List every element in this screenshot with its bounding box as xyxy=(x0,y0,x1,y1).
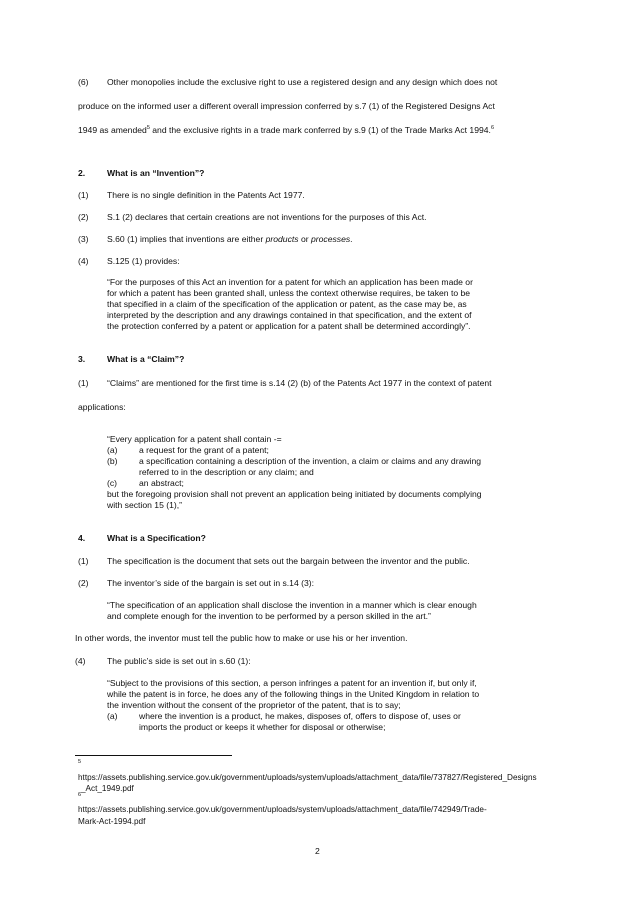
section-heading: What is an “Invention”? xyxy=(107,168,205,178)
list-label: (c) xyxy=(107,478,118,488)
paragraph-text: The inventor’s side of the bargain is set out in s.14 (3): xyxy=(107,578,315,588)
footnote-separator xyxy=(75,755,232,756)
quote-line: referred to in the description or any claim; and xyxy=(139,467,314,477)
page-number: 2 xyxy=(315,846,320,856)
quote-line: interpreted by the description and any drawings contained in that specification, and the extent of xyxy=(107,310,472,320)
para-number: (4) xyxy=(75,656,86,666)
para-number: (2) xyxy=(78,578,89,588)
section-number: 2. xyxy=(78,168,86,178)
paragraph-text xyxy=(107,234,353,245)
paragraph-text: The specification is the document that sets out the bargain between the inventor and the public. xyxy=(107,556,470,566)
paragraph-text: S.125 (1) provides: xyxy=(107,256,180,266)
paragraph-text: The public’s side is set out in s.60 (1): xyxy=(107,656,251,666)
footnote-ref-6: 6 xyxy=(490,125,494,132)
para-number: (1) xyxy=(78,378,89,388)
text-run: or xyxy=(298,234,311,244)
quote-line: and complete enough for the invention to be performed by a person skilled in the art.” xyxy=(107,611,431,621)
quote-line: a request for the grant of a patent; xyxy=(139,445,269,455)
para-number: (3) xyxy=(78,234,89,244)
quote-line: the invention without the consent of the proprietor of the patent, that is to say; xyxy=(107,700,401,710)
section-heading: What is a “Claim”? xyxy=(107,354,185,364)
quote-line: an abstract; xyxy=(139,478,184,488)
list-item xyxy=(107,456,547,478)
quote-line: for which a patent has been granted shall, unless the context otherwise requires, be taken to be xyxy=(107,288,471,298)
paragraph-text: S.1 (2) declares that certain creations are not inventions for the purposes of this Act. xyxy=(107,212,427,222)
list-item xyxy=(107,445,547,456)
paragraph-line: Other monopolies include the exclusive right to use a registered design and any design which does not xyxy=(107,77,498,87)
text-run: . xyxy=(350,234,353,244)
section-heading: What is a Specification? xyxy=(107,533,206,543)
quote-line: “Subject to the provisions of this section, a person infringes a patent for an invention if, but only if, xyxy=(107,678,477,688)
list-label: (a) xyxy=(107,711,118,721)
block-quote xyxy=(107,277,547,332)
paragraph-line xyxy=(78,125,494,136)
quote-line: with section 15 (1),” xyxy=(107,500,182,510)
footnote-ref-5: 5 xyxy=(146,125,150,132)
para-number: (4) xyxy=(78,256,89,266)
emphasis-processes: processes xyxy=(310,234,351,244)
paragraph-line: “Claims” are mentioned for the first time is s.14 (2) (b) of the Patents Act 1977 in the context of patent xyxy=(107,378,492,388)
footnote-number-6: 6 xyxy=(78,792,82,798)
paragraph-line: produce on the informed user a different overall impression conferred by s.7 (1) of the Registered Designs Act xyxy=(78,101,495,111)
quote-line: “The specification of an application shall disclose the invention in a manner which is clear enough xyxy=(107,600,477,610)
paragraph-line: applications: xyxy=(78,402,126,412)
quote-line: imports the product or keeps it whether for disposal or otherwise; xyxy=(139,722,386,732)
section-number: 4. xyxy=(78,533,86,543)
para-number: (1) xyxy=(78,190,89,200)
quote-line: that specified in a claim of the specification of the application or patent, as the case may be, as xyxy=(107,299,467,309)
quote-line: “For the purposes of this Act an invention for a patent for which an application has been made or xyxy=(107,277,473,287)
footnote-link-5-cont[interactable]: _Act_1949.pdf xyxy=(81,784,134,793)
quote-line: a specification containing a description of the invention, a claim or claims and any drawing xyxy=(139,456,482,466)
text-run: S.60 (1) implies that inventions are either xyxy=(107,234,266,244)
list-item xyxy=(107,478,547,489)
quote-line: the protection conferred by a patent or application for a patent shall be determined accordingly”. xyxy=(107,321,471,331)
paragraph-text: In other words, the inventor must tell the public how to make or use his or her invention. xyxy=(75,633,408,643)
quote-line: while the patent is in force, he does any of the following things in the United Kingdom in relation to xyxy=(107,689,480,699)
quote-line: where the invention is a product, he makes, disposes of, offers to dispose of, uses or xyxy=(139,711,461,721)
section-number: 3. xyxy=(78,354,86,364)
footnote-number-5: 5 xyxy=(78,759,82,765)
footnote-link-6[interactable]: https://assets.publishing.service.gov.uk/government/uploads/system/uploads/attachment_data/file/742949/Trade- xyxy=(78,805,487,814)
footnote-link-6-cont[interactable]: Mark-Act-1994.pdf xyxy=(78,817,146,826)
footnote-link-5[interactable]: https://assets.publishing.service.gov.uk/government/uploads/system/uploads/attachment_data/file/737827/Registered_Designs xyxy=(78,773,537,782)
list-label: (b) xyxy=(107,456,118,466)
emphasis-products: products xyxy=(265,234,299,244)
para-number: (6) xyxy=(78,77,89,87)
list-label: (a) xyxy=(107,445,118,455)
paragraph-text: There is no single definition in the Patents Act 1977. xyxy=(107,190,305,200)
block-quote xyxy=(107,434,547,511)
list-item xyxy=(107,711,547,733)
block-quote xyxy=(107,678,547,733)
paragraph-text: 1949 as amended xyxy=(78,125,147,135)
quote-line: but the foregoing provision shall not prevent an application being initiated by documents complying xyxy=(107,489,482,499)
quote-line: “Every application for a patent shall contain -= xyxy=(107,434,282,444)
para-number: (2) xyxy=(78,212,89,222)
para-number: (1) xyxy=(78,556,89,566)
paragraph-text: and the exclusive rights in a trade mark conferred by s.9 (1) of the Trade Marks Act 1994. xyxy=(149,125,491,135)
block-quote xyxy=(107,600,547,622)
